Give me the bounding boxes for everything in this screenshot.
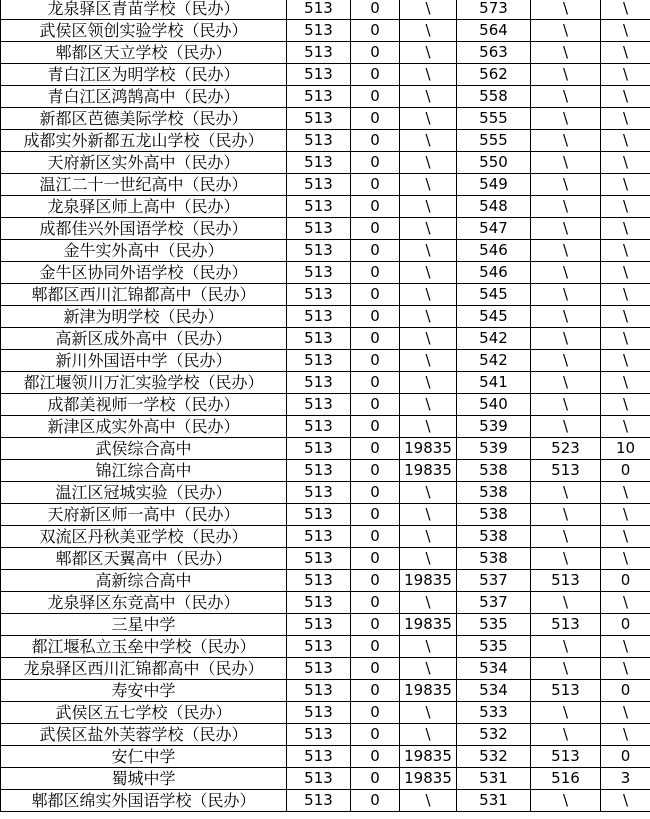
cell-col5: 540 [457,394,531,416]
cell-col7: \ [601,328,650,350]
table-row [1,284,650,306]
cell-col7: \ [601,548,650,570]
cell-col6: \ [531,394,601,416]
cell-col7: 0 [601,680,650,702]
school-name-cell: 天府新区师一高中（民办） [1,504,287,526]
table-row [1,746,650,768]
school-name-cell: 三星中学 [1,614,287,636]
cell-col7: \ [601,262,650,284]
school-name-cell: 温江二十一世纪高中（民办） [1,174,287,196]
cell-col4: \ [400,372,457,394]
table-row [1,130,650,152]
table-row [1,614,650,636]
cell-col7: \ [601,196,650,218]
school-name-cell: 武侯区五七学校（民办） [1,702,287,724]
cell-col2: 513 [287,614,351,636]
school-name-cell: 新津为明学校（民办） [1,306,287,328]
cell-col5: 555 [457,130,531,152]
cell-col3: 0 [351,790,400,812]
table-row [1,64,650,86]
table-row [1,548,650,570]
cell-col6: 513 [531,746,601,768]
cell-col6: \ [531,64,601,86]
cell-col5: 535 [457,614,531,636]
cell-col5: 539 [457,438,531,460]
school-name-cell: 龙泉驿区青苗学校（民办） [1,0,287,20]
cell-col2: 513 [287,306,351,328]
table-row [1,306,650,328]
cell-col6: \ [531,20,601,42]
cell-col6: \ [531,152,601,174]
cell-col6: 513 [531,570,601,592]
cell-col6: \ [531,416,601,438]
cell-col7: \ [601,350,650,372]
school-name-cell: 寿安中学 [1,680,287,702]
cell-col3: 0 [351,218,400,240]
cell-col4: \ [400,482,457,504]
cell-col3: 0 [351,108,400,130]
cell-col4: \ [400,152,457,174]
cell-col2: 513 [287,526,351,548]
cell-col7: \ [601,306,650,328]
table-row [1,218,650,240]
table-row [1,86,650,108]
cell-col2: 513 [287,86,351,108]
cell-col7: \ [601,64,650,86]
cell-col6: \ [531,372,601,394]
table-row [1,174,650,196]
cell-col5: 538 [457,460,531,482]
cell-col5: 531 [457,790,531,812]
cell-col7: \ [601,702,650,724]
cell-col5: 535 [457,636,531,658]
cell-col4: 19835 [400,570,457,592]
table-row [1,592,650,614]
cell-col7: 10 [601,438,650,460]
cell-col4: \ [400,86,457,108]
cell-col6: 513 [531,680,601,702]
cell-col6: \ [531,482,601,504]
table-row [1,108,650,130]
cell-col2: 513 [287,658,351,680]
cell-col4: \ [400,658,457,680]
cell-col3: 0 [351,350,400,372]
cell-col3: 0 [351,768,400,790]
school-name-cell: 金牛区协同外语学校（民办） [1,262,287,284]
cell-col2: 513 [287,152,351,174]
cell-col7: \ [601,592,650,614]
cell-col7: \ [601,504,650,526]
cell-col6: \ [531,174,601,196]
cell-col6: \ [531,658,601,680]
cell-col6: \ [531,196,601,218]
cell-col3: 0 [351,438,400,460]
school-name-cell: 锦江综合高中 [1,460,287,482]
cell-col4: \ [400,416,457,438]
cell-col4: \ [400,548,457,570]
cell-col3: 0 [351,636,400,658]
cell-col7: \ [601,130,650,152]
cell-col3: 0 [351,702,400,724]
cell-col5: 564 [457,20,531,42]
school-name-cell: 天府新区实外高中（民办） [1,152,287,174]
cell-col6: \ [531,284,601,306]
table-row [1,570,650,592]
cell-col5: 534 [457,658,531,680]
cell-col2: 513 [287,702,351,724]
cell-col4: \ [400,328,457,350]
cell-col5: 562 [457,64,531,86]
cell-col3: 0 [351,42,400,64]
cell-col6: \ [531,592,601,614]
cell-col4: \ [400,174,457,196]
cell-col6: \ [531,504,601,526]
cell-col2: 513 [287,504,351,526]
cell-col3: 0 [351,174,400,196]
cell-col4: \ [400,592,457,614]
table-row [1,768,650,790]
cell-col7: \ [601,658,650,680]
cell-col2: 513 [287,174,351,196]
cell-col5: 531 [457,768,531,790]
cell-col2: 513 [287,746,351,768]
table-row [1,328,650,350]
school-name-cell: 武侯区盐外芙蓉学校（民办） [1,724,287,746]
table-row [1,790,650,812]
cell-col6: \ [531,130,601,152]
cell-col7: \ [601,372,650,394]
cell-col7: \ [601,86,650,108]
table-row [1,702,650,724]
cell-col4: \ [400,108,457,130]
cell-col3: 0 [351,64,400,86]
cell-col3: 0 [351,482,400,504]
cell-col5: 538 [457,526,531,548]
cell-col7: \ [601,526,650,548]
cell-col2: 513 [287,636,351,658]
cell-col3: 0 [351,592,400,614]
cell-col4: \ [400,262,457,284]
school-name-cell: 龙泉驿区师上高中（民办） [1,196,287,218]
cell-col2: 513 [287,108,351,130]
cell-col3: 0 [351,372,400,394]
cell-col2: 513 [287,394,351,416]
cell-col5: 545 [457,306,531,328]
cell-col2: 513 [287,20,351,42]
cell-col3: 0 [351,130,400,152]
school-name-cell: 新津区成实外高中（民办） [1,416,287,438]
cell-col2: 513 [287,350,351,372]
cell-col4: \ [400,702,457,724]
cell-col4: \ [400,42,457,64]
cell-col4: \ [400,526,457,548]
table-row [1,196,650,218]
cell-col3: 0 [351,724,400,746]
cell-col5: 573 [457,0,531,20]
cell-col7: \ [601,108,650,130]
cell-col7: \ [601,636,650,658]
school-name-cell: 成都实外新都五龙山学校（民办） [1,130,287,152]
cell-col5: 546 [457,240,531,262]
table-row [1,724,650,746]
cell-col3: 0 [351,460,400,482]
cell-col5: 538 [457,504,531,526]
school-name-cell: 龙泉驿区西川汇锦都高中（民办） [1,658,287,680]
cell-col6: \ [531,240,601,262]
cell-col4: 19835 [400,460,457,482]
cell-col6: \ [531,790,601,812]
cell-col2: 513 [287,0,351,20]
cell-col6: \ [531,306,601,328]
cell-col4: \ [400,636,457,658]
cell-col2: 513 [287,724,351,746]
cell-col3: 0 [351,196,400,218]
cell-col4: \ [400,790,457,812]
cell-col5: 545 [457,284,531,306]
school-name-cell: 蜀城中学 [1,768,287,790]
cell-col2: 513 [287,548,351,570]
cell-col2: 513 [287,790,351,812]
cell-col7: \ [601,482,650,504]
cell-col5: 534 [457,680,531,702]
cell-col3: 0 [351,614,400,636]
cell-col5: 537 [457,592,531,614]
school-name-cell: 郫都区天立学校（民办） [1,42,287,64]
cell-col7: \ [601,790,650,812]
table-row [1,262,650,284]
table-row [1,526,650,548]
table-body [1,0,650,812]
table-row [1,482,650,504]
cell-col5: 542 [457,350,531,372]
table-row [1,416,650,438]
cell-col7: \ [601,218,650,240]
cell-col6: \ [531,702,601,724]
cell-col6: 513 [531,460,601,482]
cell-col5: 550 [457,152,531,174]
cell-col7: \ [601,0,650,20]
cell-col5: 537 [457,570,531,592]
cell-col4: \ [400,350,457,372]
cell-col6: \ [531,724,601,746]
cell-col4: \ [400,284,457,306]
cell-col7: \ [601,240,650,262]
cell-col3: 0 [351,680,400,702]
cell-col2: 513 [287,570,351,592]
table-row [1,350,650,372]
table-row [1,20,650,42]
cell-col3: 0 [351,240,400,262]
cell-col3: 0 [351,526,400,548]
cell-col3: 0 [351,416,400,438]
cell-col7: \ [601,284,650,306]
cell-col4: 19835 [400,614,457,636]
table-row [1,240,650,262]
cell-col6: 516 [531,768,601,790]
table-row [1,680,650,702]
cell-col4: \ [400,724,457,746]
cell-col5: 532 [457,746,531,768]
table-row [1,636,650,658]
cell-col7: \ [601,394,650,416]
cell-col3: 0 [351,262,400,284]
cell-col2: 513 [287,592,351,614]
cell-col3: 0 [351,328,400,350]
cell-col2: 513 [287,328,351,350]
cell-col5: 542 [457,328,531,350]
cell-col2: 513 [287,680,351,702]
cell-col2: 513 [287,438,351,460]
cell-col5: 555 [457,108,531,130]
cell-col7: \ [601,20,650,42]
cell-col7: 0 [601,746,650,768]
cell-col5: 546 [457,262,531,284]
cell-col3: 0 [351,570,400,592]
cell-col3: 0 [351,504,400,526]
cell-col2: 513 [287,416,351,438]
school-name-cell: 高新综合高中 [1,570,287,592]
cell-col5: 532 [457,724,531,746]
school-name-cell: 成都美视师一学校（民办） [1,394,287,416]
school-name-cell: 郫都区绵实外国语学校（民办） [1,790,287,812]
cell-col2: 513 [287,240,351,262]
cell-col6: \ [531,218,601,240]
cell-col2: 513 [287,42,351,64]
table-row [1,504,650,526]
cell-col5: 533 [457,702,531,724]
cell-col2: 513 [287,218,351,240]
cell-col7: \ [601,174,650,196]
school-name-cell: 武侯综合高中 [1,438,287,460]
cell-col6: \ [531,636,601,658]
cell-col4: \ [400,0,457,20]
school-name-cell: 温江区冠城实验（民办） [1,482,287,504]
cell-col3: 0 [351,394,400,416]
table-row [1,0,650,20]
cell-col3: 0 [351,746,400,768]
cell-col5: 547 [457,218,531,240]
cell-col7: \ [601,152,650,174]
cell-col7: \ [601,724,650,746]
cell-col4: \ [400,394,457,416]
cell-col6: \ [531,86,601,108]
cell-col2: 513 [287,64,351,86]
cell-col4: \ [400,218,457,240]
table-row [1,42,650,64]
cell-col6: 513 [531,614,601,636]
cell-col4: \ [400,196,457,218]
cell-col7: 3 [601,768,650,790]
cell-col2: 513 [287,196,351,218]
cell-col3: 0 [351,20,400,42]
cell-col6: 523 [531,438,601,460]
school-name-cell: 安仁中学 [1,746,287,768]
school-name-cell: 新都区芭德美际学校（民办） [1,108,287,130]
cell-col3: 0 [351,548,400,570]
cell-col5: 538 [457,548,531,570]
school-name-cell: 青白江区鸿鹄高中（民办） [1,86,287,108]
cell-col5: 563 [457,42,531,64]
cell-col7: 0 [601,460,650,482]
cell-col5: 549 [457,174,531,196]
cell-col2: 513 [287,262,351,284]
cell-col4: \ [400,240,457,262]
table-row [1,152,650,174]
cell-col7: 0 [601,570,650,592]
school-name-cell: 龙泉驿区东竞高中（民办） [1,592,287,614]
school-name-cell: 高新区成外高中（民办） [1,328,287,350]
cell-col2: 513 [287,372,351,394]
cell-col4: \ [400,504,457,526]
cell-col4: \ [400,20,457,42]
cell-col3: 0 [351,152,400,174]
cell-col4: 19835 [400,746,457,768]
table-row [1,372,650,394]
school-name-cell: 青白江区为明学校（民办） [1,64,287,86]
cell-col3: 0 [351,306,400,328]
cell-col3: 0 [351,658,400,680]
cell-col7: \ [601,416,650,438]
cell-col4: \ [400,64,457,86]
cell-col5: 548 [457,196,531,218]
school-name-cell: 金牛实外高中（民办） [1,240,287,262]
table-row [1,438,650,460]
school-name-cell: 成都佳兴外国语学校（民办） [1,218,287,240]
school-name-cell: 都江堰私立玉垒中学校（民办） [1,636,287,658]
cell-col6: \ [531,108,601,130]
cell-col5: 558 [457,86,531,108]
cell-col7: 0 [601,614,650,636]
cell-col2: 513 [287,284,351,306]
school-name-cell: 郫都区西川汇锦都高中（民办） [1,284,287,306]
cell-col2: 513 [287,130,351,152]
cell-col4: 19835 [400,438,457,460]
school-name-cell: 都江堰领川万汇实验学校（民办） [1,372,287,394]
school-name-cell: 新川外国语中学（民办） [1,350,287,372]
school-name-cell: 武侯区领创实验学校（民办） [1,20,287,42]
cell-col4: \ [400,306,457,328]
cell-col6: \ [531,526,601,548]
cell-col6: \ [531,42,601,64]
cell-col6: \ [531,0,601,20]
cell-col7: \ [601,42,650,64]
cell-col3: 0 [351,86,400,108]
table-row [1,460,650,482]
cell-col4: 19835 [400,680,457,702]
table-row [1,394,650,416]
cell-col6: \ [531,548,601,570]
cell-col4: \ [400,130,457,152]
cell-col6: \ [531,350,601,372]
cell-col6: \ [531,262,601,284]
cell-col3: 0 [351,0,400,20]
cell-col2: 513 [287,768,351,790]
cell-col5: 539 [457,416,531,438]
cell-col2: 513 [287,460,351,482]
school-name-cell: 郫都区天翼高中（民办） [1,548,287,570]
cell-col3: 0 [351,284,400,306]
cell-col4: 19835 [400,768,457,790]
cell-col5: 541 [457,372,531,394]
table-row [1,658,650,680]
cell-col2: 513 [287,482,351,504]
school-name-cell: 双流区丹秋美亚学校（民办） [1,526,287,548]
cell-col6: \ [531,328,601,350]
cell-col5: 538 [457,482,531,504]
